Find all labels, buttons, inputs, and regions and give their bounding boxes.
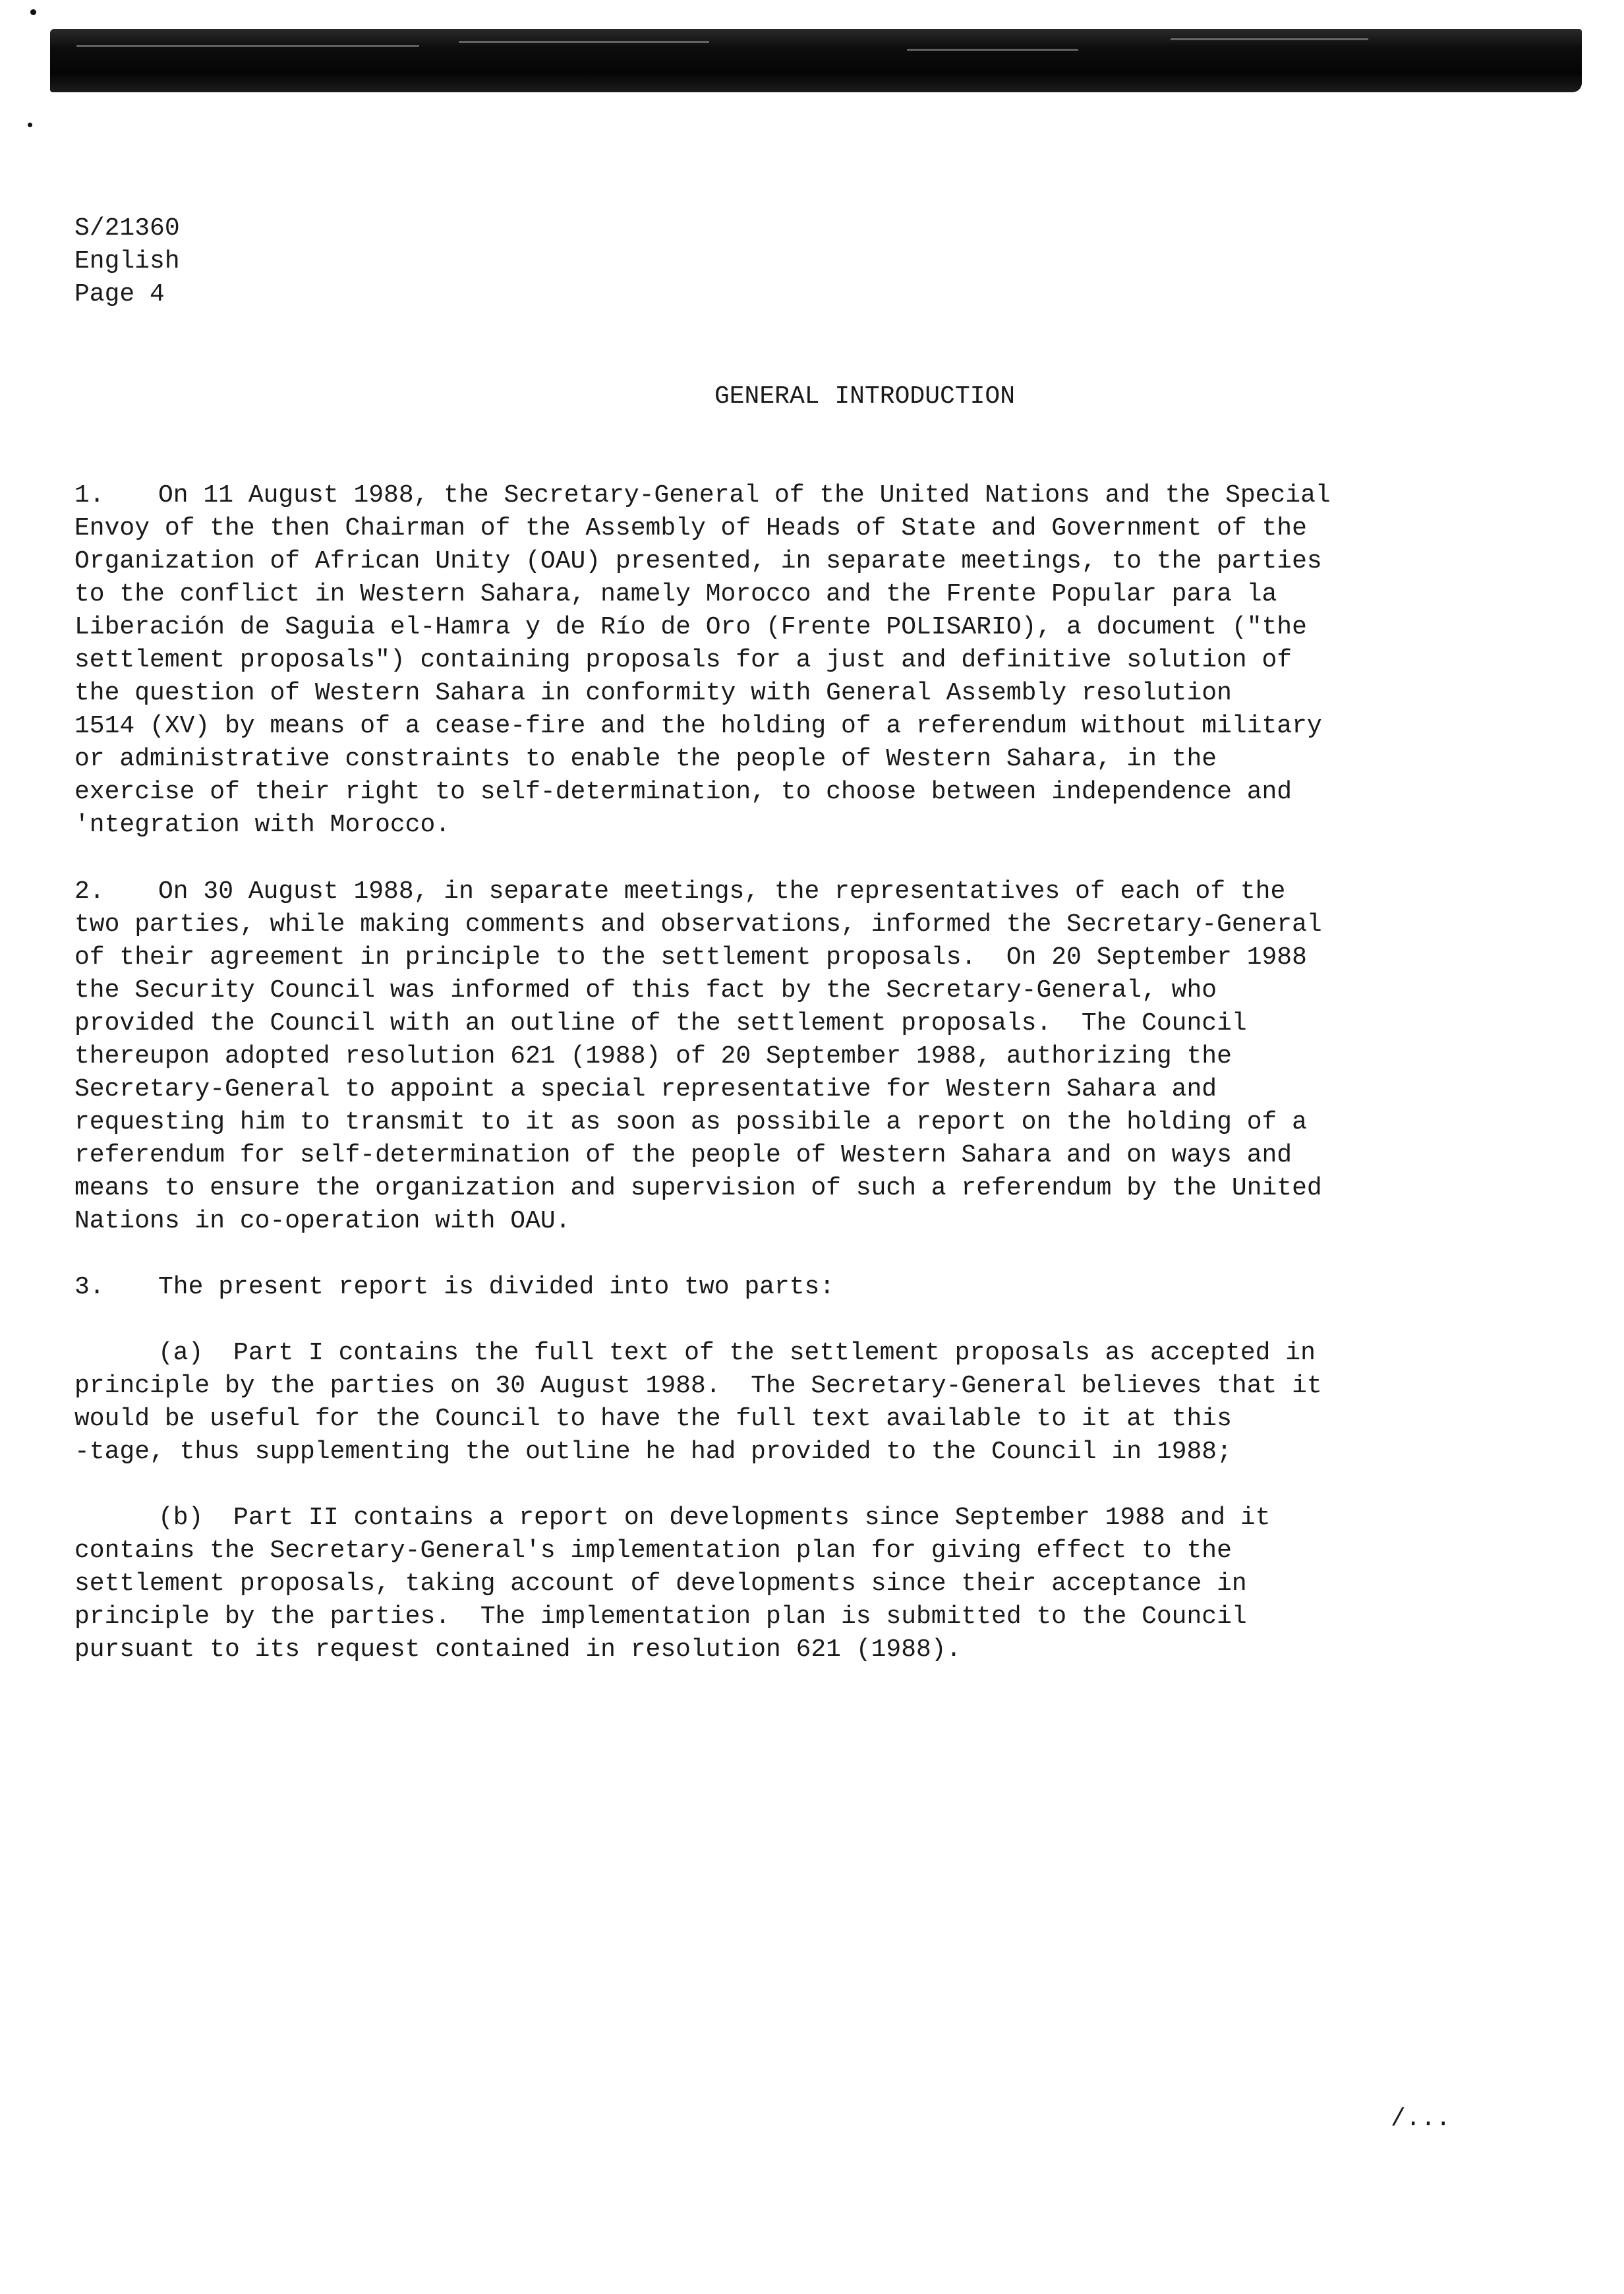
text-line bbox=[74, 479, 1544, 512]
text-line bbox=[74, 1370, 1544, 1403]
text-line bbox=[74, 512, 1544, 545]
line-text: the Security Council was informed of this fact by the Secretary-General, who bbox=[74, 976, 1217, 1005]
line-text: thereupon adopted resolution 621 (1988) of 20 September 1988, authorizing the bbox=[74, 1042, 1232, 1071]
text-line bbox=[74, 974, 1544, 1007]
line-text: On 30 August 1988, in separate meetings, the representatives of each of the bbox=[158, 877, 1286, 906]
subparagraph-b bbox=[74, 1502, 1544, 1666]
text-line bbox=[74, 1205, 1544, 1238]
line-text: pursuant to its request contained in resolution 621 (1988). bbox=[74, 1635, 962, 1664]
document-header bbox=[74, 212, 180, 311]
line-text: Secretary-General to appoint a special representative for Western Sahara and bbox=[74, 1075, 1217, 1103]
page-number: Page 4 bbox=[74, 280, 165, 309]
line-text: referendum for self-determination of the people of Western Sahara and on ways and bbox=[74, 1141, 1292, 1169]
text-line bbox=[74, 1073, 1544, 1106]
line-text: principle by the parties on 30 August 1988. The Secretary-General believes that it bbox=[74, 1372, 1322, 1400]
paragraph-number: 3. bbox=[74, 1273, 105, 1301]
text-line bbox=[74, 644, 1544, 677]
line-text: settlement proposals") containing proposals for a just and definitive solution of bbox=[74, 646, 1292, 674]
line-text: Liberación de Saguia el-Hamra y de Río de Oro (Frente POLISARIO), a document ("the bbox=[74, 613, 1307, 641]
line-text: contains the Secretary-General's implementation plan for giving effect to the bbox=[74, 1537, 1232, 1565]
text-line bbox=[74, 776, 1544, 809]
text-line bbox=[74, 1139, 1544, 1172]
line-text: settlement proposals, taking account of developments since their acceptance in bbox=[74, 1570, 1247, 1598]
line-text: Envoy of the then Chairman of the Assembly of Heads of State and Government of the bbox=[74, 514, 1307, 543]
line-text: principle by the parties. The implementation plan is submitted to the Council bbox=[74, 1603, 1247, 1631]
text-line bbox=[74, 1271, 1544, 1304]
text-line bbox=[74, 1040, 1544, 1073]
text-line bbox=[74, 1337, 1544, 1370]
text-line bbox=[74, 1633, 1544, 1666]
text-line bbox=[74, 1172, 1544, 1205]
scan-speck bbox=[28, 123, 32, 127]
line-text: -tage, thus supplementing the outline he had provided to the Council in 1988; bbox=[74, 1438, 1232, 1466]
paragraph-number: 1. bbox=[74, 481, 105, 510]
text-line bbox=[74, 611, 1544, 644]
line-text: Organization of African Unity (OAU) presented, in separate meetings, to the parties bbox=[74, 547, 1322, 575]
line-text: On 11 August 1988, the Secretary-General of the United Nations and the Special bbox=[158, 481, 1331, 510]
line-text: The present report is divided into two parts: bbox=[158, 1273, 835, 1301]
text-line bbox=[74, 1568, 1544, 1601]
text-line bbox=[74, 1601, 1544, 1633]
paragraph-number: 2. bbox=[74, 877, 105, 906]
line-text: 1514 (XV) by means of a cease-fire and the holding of a referendum without military bbox=[74, 712, 1322, 740]
scan-artifact-bar bbox=[50, 29, 1582, 92]
line-text: two parties, while making comments and observations, informed the Secretary-General bbox=[74, 910, 1322, 939]
document-symbol: S/21360 bbox=[74, 214, 180, 243]
continuation-mark: /... bbox=[1391, 2105, 1451, 2133]
subparagraph-a bbox=[74, 1337, 1544, 1469]
paragraph-1 bbox=[74, 479, 1544, 842]
document-language: English bbox=[74, 247, 180, 276]
text-line bbox=[74, 809, 1544, 842]
line-text: to the conflict in Western Sahara, namely Morocco and the Frente Popular para la bbox=[74, 580, 1277, 608]
scan-speck bbox=[30, 9, 36, 15]
line-text: or administrative constraints to enable the people of Western Sahara, in the bbox=[74, 745, 1217, 773]
text-line bbox=[74, 545, 1544, 578]
line-text: the question of Western Sahara in conformity with General Assembly resolution bbox=[74, 679, 1232, 707]
paragraph-3 bbox=[74, 1271, 1544, 1304]
line-text: of their agreement in principle to the settlement proposals. On 20 September 1988 bbox=[74, 943, 1307, 972]
text-line bbox=[74, 1007, 1544, 1040]
line-text: exercise of their right to self-determination, to choose between independence and bbox=[74, 778, 1292, 806]
line-text: would be useful for the Council to have the full text available to it at this bbox=[74, 1405, 1232, 1433]
line-text: (a) Part I contains the full text of the settlement proposals as accepted in bbox=[158, 1339, 1316, 1367]
text-line bbox=[74, 875, 1544, 908]
text-line bbox=[74, 1403, 1544, 1436]
line-text: Nations in co-operation with OAU. bbox=[74, 1207, 571, 1235]
text-line bbox=[74, 941, 1544, 974]
text-line bbox=[74, 1502, 1544, 1535]
line-text: (b) Part II contains a report on developments since September 1988 and it bbox=[158, 1504, 1271, 1532]
text-line bbox=[74, 1436, 1544, 1469]
text-line bbox=[74, 908, 1544, 941]
text-line bbox=[74, 710, 1544, 743]
section-heading: GENERAL INTRODUCTION bbox=[714, 382, 1016, 411]
text-line bbox=[74, 1106, 1544, 1139]
text-line bbox=[74, 578, 1544, 611]
text-line bbox=[74, 1535, 1544, 1568]
line-text: 'ntegration with Morocco. bbox=[74, 811, 451, 839]
line-text: means to ensure the organization and supervision of such a referendum by the United bbox=[74, 1174, 1322, 1202]
line-text: provided the Council with an outline of the settlement proposals. The Council bbox=[74, 1009, 1247, 1038]
paragraph-2 bbox=[74, 875, 1544, 1238]
text-line bbox=[74, 743, 1544, 776]
line-text: requesting him to transmit to it as soon as possibile a report on the holding of a bbox=[74, 1108, 1307, 1136]
text-line bbox=[74, 677, 1544, 710]
